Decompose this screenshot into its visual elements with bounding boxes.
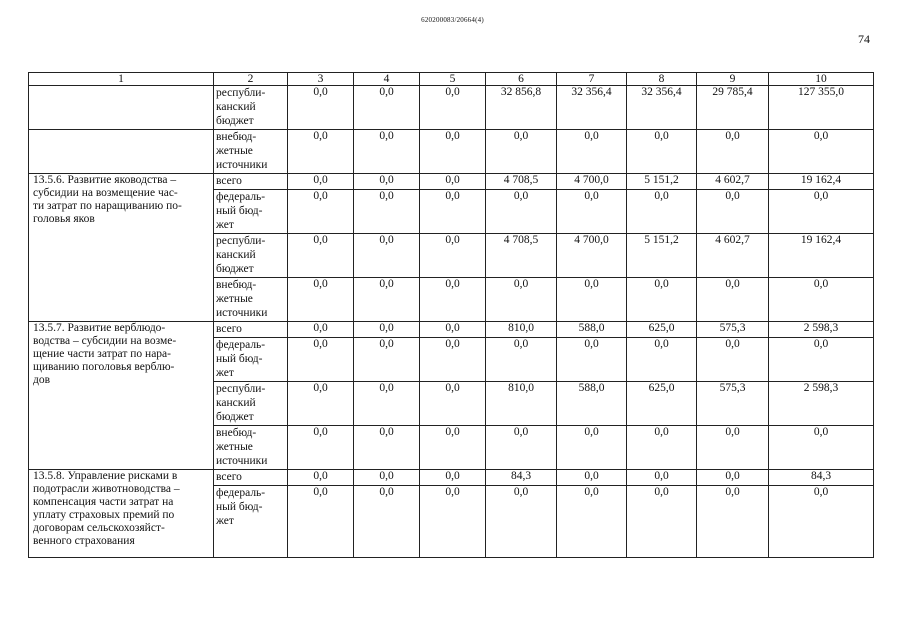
value-cell: 4 700,0 [557, 174, 627, 190]
measure-name-cell: 13.5.8. Управление рисками в подотрасли животноводства – компенсация части затрат на уплату страховых премий по договорам сельскохозяйст- венного страхования [29, 470, 214, 558]
value-cell: 0,0 [486, 190, 557, 234]
header-cell: 6 [486, 73, 557, 86]
value-cell: 127 355,0 [769, 86, 874, 130]
value-cell: 0,0 [354, 338, 420, 382]
header-cell: 7 [557, 73, 627, 86]
funding-source-cell: федераль- ный бюд- жет [214, 190, 288, 234]
value-cell: 0,0 [354, 486, 420, 558]
header-cell: 2 [214, 73, 288, 86]
measure-name-cell [29, 86, 214, 130]
header-cell: 4 [354, 73, 420, 86]
value-cell: 29 785,4 [697, 86, 769, 130]
value-cell: 4 700,0 [557, 234, 627, 278]
value-cell: 0,0 [420, 426, 486, 470]
value-cell: 84,3 [486, 470, 557, 486]
value-cell: 0,0 [420, 234, 486, 278]
value-cell: 0,0 [557, 486, 627, 558]
value-cell: 0,0 [557, 278, 627, 322]
value-cell: 0,0 [354, 174, 420, 190]
funding-source-cell: республи- канский бюджет [214, 86, 288, 130]
value-cell: 0,0 [627, 426, 697, 470]
value-cell: 5 151,2 [627, 174, 697, 190]
value-cell: 0,0 [697, 486, 769, 558]
value-cell: 19 162,4 [769, 174, 874, 190]
funding-source-cell: внебюд- жетные источники [214, 426, 288, 470]
funding-source-cell: всего [214, 174, 288, 190]
header-cell: 9 [697, 73, 769, 86]
table-row [29, 174, 874, 190]
value-cell: 0,0 [420, 174, 486, 190]
page-number: 74 [858, 32, 870, 46]
value-cell: 0,0 [288, 426, 354, 470]
value-cell: 575,3 [697, 382, 769, 426]
value-cell: 2 598,3 [769, 382, 874, 426]
funding-source-cell: внебюд- жетные источники [214, 278, 288, 322]
value-cell: 0,0 [420, 470, 486, 486]
header-cell: 3 [288, 73, 354, 86]
table-row [29, 322, 874, 338]
value-cell: 0,0 [354, 382, 420, 426]
value-cell: 0,0 [288, 130, 354, 174]
value-cell: 0,0 [697, 338, 769, 382]
value-cell: 0,0 [557, 338, 627, 382]
value-cell: 0,0 [420, 86, 486, 130]
value-cell: 0,0 [557, 190, 627, 234]
value-cell: 588,0 [557, 322, 627, 338]
value-cell: 0,0 [354, 86, 420, 130]
header-row [29, 73, 874, 86]
value-cell: 0,0 [769, 190, 874, 234]
value-cell: 0,0 [769, 486, 874, 558]
table-row [29, 470, 874, 486]
value-cell: 810,0 [486, 322, 557, 338]
value-cell: 0,0 [769, 426, 874, 470]
value-cell: 0,0 [354, 234, 420, 278]
value-cell: 0,0 [627, 130, 697, 174]
value-cell: 0,0 [288, 234, 354, 278]
value-cell: 0,0 [697, 278, 769, 322]
value-cell: 0,0 [288, 86, 354, 130]
value-cell: 0,0 [627, 486, 697, 558]
value-cell: 32 856,8 [486, 86, 557, 130]
value-cell: 0,0 [354, 278, 420, 322]
value-cell: 588,0 [557, 382, 627, 426]
value-cell: 0,0 [769, 278, 874, 322]
value-cell: 0,0 [697, 426, 769, 470]
funding-source-cell: республи- канский бюджет [214, 234, 288, 278]
value-cell: 0,0 [420, 382, 486, 426]
value-cell: 0,0 [288, 174, 354, 190]
table-row [29, 86, 874, 130]
value-cell: 32 356,4 [557, 86, 627, 130]
value-cell: 0,0 [288, 322, 354, 338]
value-cell: 0,0 [697, 470, 769, 486]
funding-source-cell: федераль- ный бюд- жет [214, 338, 288, 382]
value-cell: 0,0 [288, 486, 354, 558]
value-cell: 0,0 [420, 278, 486, 322]
value-cell: 625,0 [627, 322, 697, 338]
value-cell: 4 708,5 [486, 234, 557, 278]
measure-name-cell [29, 130, 214, 174]
funding-source-cell: всего [214, 322, 288, 338]
header-cell: 1 [29, 73, 214, 86]
value-cell: 0,0 [288, 470, 354, 486]
value-cell: 0,0 [420, 486, 486, 558]
value-cell: 4 602,7 [697, 174, 769, 190]
value-cell: 0,0 [627, 338, 697, 382]
value-cell: 0,0 [486, 130, 557, 174]
value-cell: 0,0 [420, 322, 486, 338]
header-cell: 5 [420, 73, 486, 86]
value-cell: 84,3 [769, 470, 874, 486]
funding-source-cell: республи- канский бюджет [214, 382, 288, 426]
value-cell: 0,0 [288, 382, 354, 426]
value-cell: 0,0 [769, 338, 874, 382]
value-cell: 19 162,4 [769, 234, 874, 278]
value-cell: 0,0 [354, 470, 420, 486]
value-cell: 0,0 [627, 190, 697, 234]
value-cell: 0,0 [557, 130, 627, 174]
funding-source-cell: всего [214, 470, 288, 486]
value-cell: 4 708,5 [486, 174, 557, 190]
value-cell: 0,0 [769, 130, 874, 174]
value-cell: 0,0 [288, 190, 354, 234]
value-cell: 0,0 [557, 470, 627, 486]
value-cell: 0,0 [486, 278, 557, 322]
value-cell: 0,0 [288, 338, 354, 382]
value-cell: 575,3 [697, 322, 769, 338]
value-cell: 0,0 [627, 470, 697, 486]
value-cell: 4 602,7 [697, 234, 769, 278]
value-cell: 0,0 [288, 278, 354, 322]
value-cell: 0,0 [697, 190, 769, 234]
value-cell: 0,0 [354, 426, 420, 470]
value-cell: 0,0 [486, 426, 557, 470]
value-cell: 0,0 [354, 130, 420, 174]
value-cell: 625,0 [627, 382, 697, 426]
table-body [29, 73, 874, 558]
budget-table [28, 72, 874, 558]
value-cell: 0,0 [354, 322, 420, 338]
value-cell: 0,0 [420, 130, 486, 174]
value-cell: 0,0 [486, 338, 557, 382]
table-row [29, 130, 874, 174]
value-cell: 5 151,2 [627, 234, 697, 278]
value-cell: 32 356,4 [627, 86, 697, 130]
header-cell: 8 [627, 73, 697, 86]
value-cell: 0,0 [420, 190, 486, 234]
value-cell: 810,0 [486, 382, 557, 426]
value-cell: 2 598,3 [769, 322, 874, 338]
value-cell: 0,0 [697, 130, 769, 174]
value-cell: 0,0 [354, 190, 420, 234]
document-id: 620200083/20664(4) [421, 16, 484, 24]
value-cell: 0,0 [420, 338, 486, 382]
header-cell: 10 [769, 73, 874, 86]
value-cell: 0,0 [627, 278, 697, 322]
value-cell: 0,0 [557, 426, 627, 470]
measure-name-cell: 13.5.7. Развитие верблюдо- водства – субсидии на возме- щение части затрат по нара- щиванию поголовья верблю- дов [29, 322, 214, 470]
funding-source-cell: федераль- ный бюд- жет [214, 486, 288, 558]
measure-name-cell: 13.5.6. Развитие яководства – субсидии на возмещение час- ти затрат по наращиванию по- головья яков [29, 174, 214, 322]
value-cell: 0,0 [486, 486, 557, 558]
funding-source-cell: внебюд- жетные источники [214, 130, 288, 174]
